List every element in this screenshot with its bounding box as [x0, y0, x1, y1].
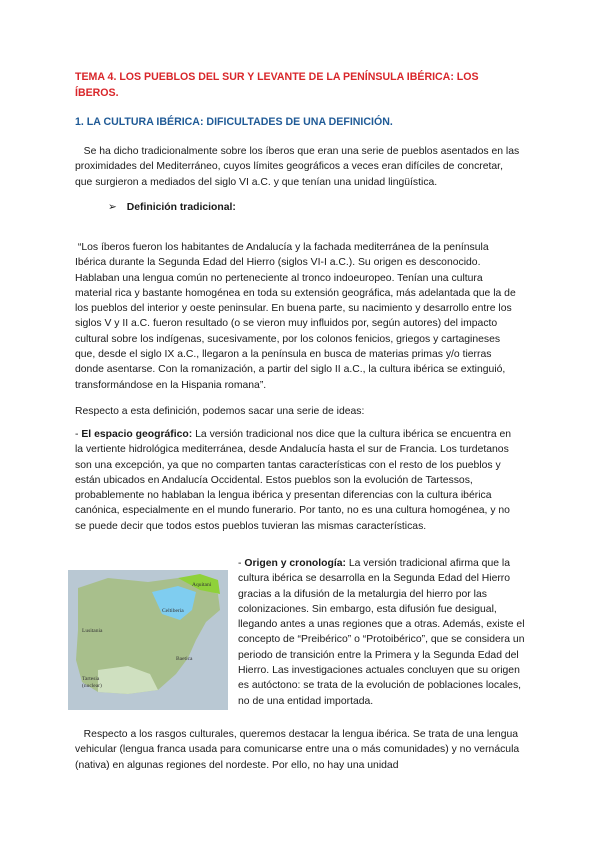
espacio-text: La versión tradicional nos dice que la cultura ibérica se encuentra en la vertiente hidrológica mediterránea, desde Andalucía hasta el sur de Francia. Los turdetanos son una excepción, ya que no comparten tantas características con el resto de los pueblos y están ubicados en Andalucía Occidental. Estos pueblos son la evolución de Tartessos, probablemente no hablaban la lengua ibérica y presentan diferencias con la cultura ibérica canónica, especialmente en el mundo funerario. Por tanto, no es una cultura homogénea, y no se puede decir que todos estos pueblos tuvieran las mismas características. — [75, 429, 512, 532]
iberian-peninsula-map — [68, 570, 228, 710]
document-title: TEMA 4. LOS PUEBLOS DEL SUR Y LEVANTE DE LA PENÍNSULA IBÉRICA: LOS ÍBEROS. — [75, 71, 479, 99]
map-label-celtiberia: Celtiberia — [162, 608, 184, 614]
map-label-aquitani: Aquitani — [192, 582, 212, 588]
origen-label: Origen y cronología: — [244, 558, 346, 569]
rasgos-paragraph: Respecto a los rasgos culturales, queremos destacar la lengua ibérica. Se trata de una lengua vehicular (lengua franca usada para comunicarse entre una o más comunidades) y no vernácula (nativa) en algunas regiones del nordeste. Por ello, no hay una unidad — [75, 729, 520, 771]
arrow-bullet-icon: ➢ — [108, 202, 117, 213]
intro-paragraph: Se ha dicho tradicionalmente sobre los íberos que eran una serie de pueblos asentados en las proximidades del Mediterráneo, cuyos límites geográficos a veces eran difíciles de concretar, que surgieron a mediados del siglo VI a.C. y que tenían una unidad lingüística. — [75, 146, 520, 188]
espacio-paragraph: - El espacio geográfico: La versión tradicional nos dice que la cultura ibérica se encuentra en la vertiente hidrológica mediterránea, desde Andalucía hasta el sur de Francia. Los turdetanos son una excepción, ya que no comparten tantas características con el resto de los pueblos y están ubicados en Andalucía Occidental. Estos pueblos son la evolución de Tartessos, probablemente no hablaban la lengua ibérica y presentan diferencias con la cultura ibérica canónica, especialmente en el mundo funerario. Por tanto, no es una cultura homogénea, y no se puede decir que todos estos pueblos tuvieran las mismas características. — [75, 429, 512, 532]
quote-paragraph: “Los íberos fueron los habitantes de Andalucía y la fachada mediterránea de la península Ibérica durante la Segunda Edad del Hierro (siglos VI-I a.C.). Su origen es desconocido. Hablaban una lengua común no perteneciente al tronco indoeuropeo. Tenían una cultura material rica y bastante homogénea en toda su extensión geográfica, más adelantada que la de los pueblos del interior y oeste peninsular. En buena parte, su nacimiento y desarrollo entre los siglos V y II a.C. fueron resultado (o se vieron muy influidos por, según autores) del impacto cultural sobre los indígenas, sucesivamente, por los colonos fenicios, griegos y cartagineses que, desde el siglo IX a.C., llegaron a la península en busca de materias primas y/o tierras donde asentarse. Con la romanización, a partir del siglo II a.C., la cultura ibérica se extinguió, transformándose en la Hispania romana”. — [75, 242, 516, 391]
map-label-lusitania: Lusitania — [82, 628, 103, 634]
bullet-definicion — [108, 201, 236, 213]
bullet-label: Definición tradicional: — [126, 202, 236, 213]
espacio-label: El espacio geográfico: — [81, 429, 193, 440]
map-label-baetica: Baetica — [176, 656, 193, 662]
map-label-tartesia: Tartesia — [82, 676, 100, 682]
map-label-tartesia-nuclear: (nuclear) — [82, 683, 102, 689]
respecto-paragraph: Respecto a esta definición, podemos sacar una serie de ideas: — [75, 406, 365, 417]
section-heading: 1. LA CULTURA IBÉRICA: DIFICULTADES DE UNA DEFINICIÓN. — [75, 116, 393, 128]
origen-text: La versión tradicional afirma que la cultura ibérica se desarrolla en la Segunda Edad del Hierro gracias a la difusión de la metalurgia del hierro por las colonizaciones. Sin embargo, esta difusión fue desigual, llegando antes a unas regiones que a otras. Además, existe el concepto de “Preibérico” o “Protoibérico”, que se considera un periodo de transición entre la Primera y la Segunda Edad del Hierro. Las investigaciones actuales concluyen que su origen es autóctono: se trata de la evolución de poblaciones locales, no de una entidad importada. — [238, 558, 525, 707]
origen-paragraph: - Origen y cronología: La versión tradicional afirma que la cultura ibérica se desarrolla en la Segunda Edad del Hierro gracias a la difusión de la metalurgia del hierro por las colonizaciones. Sin embargo, esta difusión fue desigual, llegando antes a unas regiones que a otras. Además, existe el concepto de “Preibérico” o “Protoibérico”, que se considera un periodo de transición entre la Primera y la Segunda Edad del Hierro. Las investigaciones actuales concluyen que su origen es autóctono: se trata de la evolución de poblaciones locales, no de una entidad importada. — [238, 558, 525, 707]
